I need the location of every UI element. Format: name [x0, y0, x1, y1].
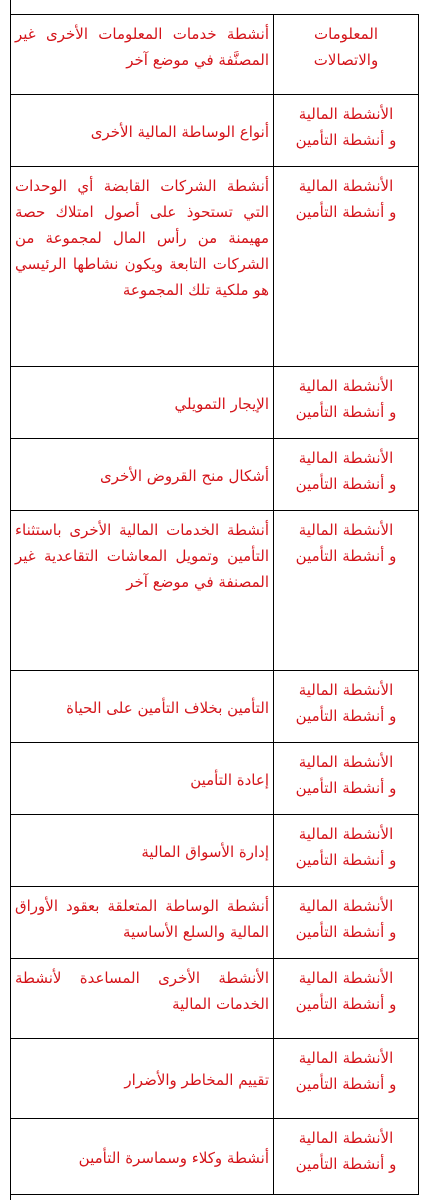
category-line: و أنشطة التأمين	[295, 707, 397, 725]
category-line: و أنشطة التأمين	[295, 923, 397, 941]
table-row	[11, 887, 419, 959]
category-line: و أنشطة التأمين	[295, 547, 397, 565]
activity-description-cell: إدارة الأسواق المالية	[11, 815, 274, 887]
category-cell	[274, 439, 419, 511]
category-line: و أنشطة التأمين	[295, 851, 397, 869]
category-line: الأنشطة المالية	[298, 825, 394, 843]
category-line: الأنشطة المالية	[298, 177, 394, 195]
category-cell	[274, 959, 419, 1039]
table-row	[11, 15, 419, 95]
activity-description-cell: الأنشطة الأخرى المساعدة لأنشطة الخدمات المالية	[11, 959, 274, 1039]
activities-table	[10, 14, 419, 1195]
category-line: المعلومات	[313, 25, 379, 43]
category-line: الأنشطة المالية	[298, 969, 394, 987]
category-cell	[274, 1039, 419, 1119]
activity-description-cell: أنشطة الخدمات المالية الأخرى باستثناء التأمين وتمويل المعاشات التقاعدية غير المصنفة في موضع آخر	[11, 511, 274, 671]
category-line: و أنشطة التأمين	[295, 203, 397, 221]
table-row	[11, 959, 419, 1039]
category-cell	[274, 1119, 419, 1195]
category-cell	[274, 887, 419, 959]
table-row	[11, 671, 419, 743]
category-cell	[274, 743, 419, 815]
category-cell	[274, 815, 419, 887]
category-line: و أنشطة التأمين	[295, 131, 397, 149]
table-row	[11, 815, 419, 887]
category-line: الأنشطة المالية	[298, 377, 394, 395]
category-cell	[274, 167, 419, 367]
category-cell	[274, 367, 419, 439]
table-row	[11, 95, 419, 167]
table-row	[11, 167, 419, 367]
table-row	[11, 743, 419, 815]
activity-description-cell: الإيجار التمويلي	[11, 367, 274, 439]
activity-description-cell: أنشطة وكلاء وسماسرة التأمين	[11, 1119, 274, 1195]
activity-description-cell: تقييم المخاطر والأضرار	[11, 1039, 274, 1119]
category-line: الأنشطة المالية	[298, 1049, 394, 1067]
category-cell	[274, 95, 419, 167]
activity-description-cell: أنواع الوساطة المالية الأخرى	[11, 95, 274, 167]
category-line: و أنشطة التأمين	[295, 1075, 397, 1093]
table-row	[11, 1039, 419, 1119]
activity-description-cell: إعادة التأمين	[11, 743, 274, 815]
category-line: الأنشطة المالية	[298, 105, 394, 123]
activity-description-cell: أنشطة الشركات القابضة أي الوحدات التي تستحوذ على أصول امتلاك حصة مهيمنة من رأس المال لمجموعة من الشركات التابعة ويكون نشاطها الرئيسي هو ملكية تلك المجموعة	[11, 167, 274, 367]
category-line: الأنشطة المالية	[298, 449, 394, 467]
category-line: والاتصالات	[313, 51, 379, 69]
category-cell	[274, 15, 419, 95]
table-row	[11, 511, 419, 671]
activity-description-cell: أنشطة الوساطة المتعلقة بعقود الأوراق المالية والسلع الأساسية	[11, 887, 274, 959]
category-line: الأنشطة المالية	[298, 521, 394, 539]
activity-description-cell: التأمين بخلاف التأمين على الحياة	[11, 671, 274, 743]
category-line: و أنشطة التأمين	[295, 403, 397, 421]
category-line: و أنشطة التأمين	[295, 995, 397, 1013]
category-line: الأنشطة المالية	[298, 681, 394, 699]
category-line: الأنشطة المالية	[298, 897, 394, 915]
activity-description-cell: أشكال منح القروض الأخرى	[11, 439, 274, 511]
table-row	[11, 367, 419, 439]
category-line: و أنشطة التأمين	[295, 1155, 397, 1173]
category-cell	[274, 671, 419, 743]
table-row	[11, 1119, 419, 1195]
category-line: الأنشطة المالية	[298, 753, 394, 771]
category-line: و أنشطة التأمين	[295, 779, 397, 797]
category-cell	[274, 511, 419, 671]
activities-table-body	[11, 15, 419, 1195]
table-row	[11, 439, 419, 511]
category-line: الأنشطة المالية	[298, 1129, 394, 1147]
category-line: و أنشطة التأمين	[295, 475, 397, 493]
activity-description-cell: أنشطة خدمات المعلومات الأخرى غير المصنَّفة في موضع آخر	[11, 15, 274, 95]
